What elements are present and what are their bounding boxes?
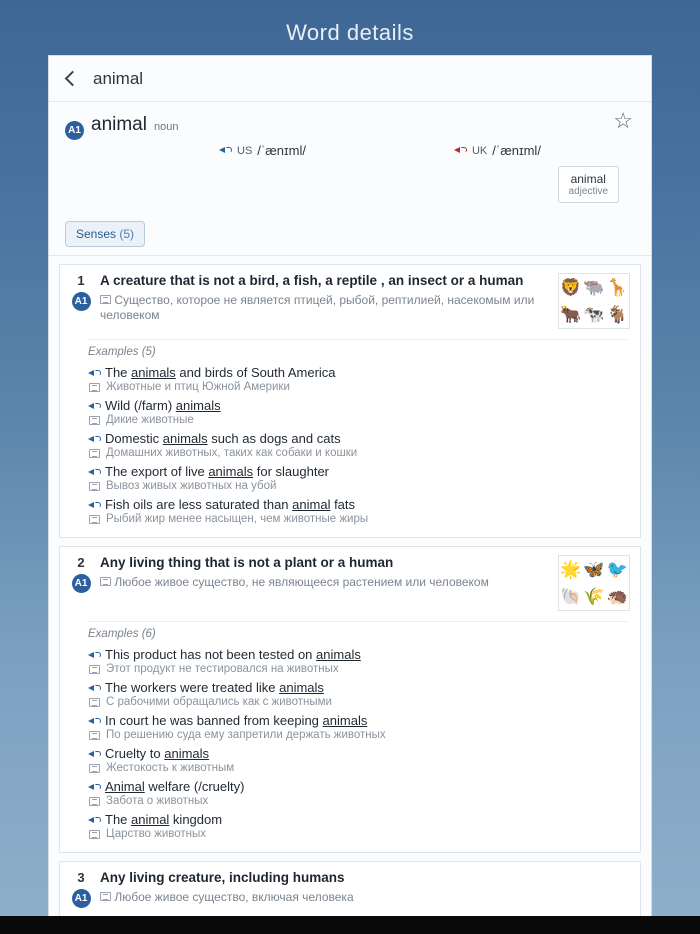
sense-marker [70,273,92,329]
back-icon[interactable] [63,71,79,87]
tab-senses-count: (5) [119,227,135,241]
example-keyword[interactable]: animals [208,464,254,479]
thumb-image: 🐐 [606,305,628,324]
related-word-chip[interactable] [558,166,619,203]
example-item [88,461,628,494]
examples-title [88,339,628,358]
example-text [88,713,628,728]
translation-icon [89,515,100,524]
speaker-icon[interactable] [88,682,99,693]
thumb-image: 🌟 [560,560,582,579]
example-text [88,497,628,512]
sense-number: 3 [77,870,85,885]
examples-section [60,337,640,537]
translation-icon [100,892,111,901]
favorite-star-icon[interactable]: ☆ [613,108,633,133]
example-keyword[interactable]: animals [316,647,361,662]
related-forms [65,158,635,213]
example-text [88,779,628,794]
sense-level-badge: A1 [72,292,91,311]
example-pre: Domestic [105,431,163,446]
example-pre: Fish oils are less saturated than [105,497,293,512]
tab-senses[interactable] [65,221,145,247]
speaker-icon[interactable] [88,649,99,660]
speaker-icon[interactable] [88,400,99,411]
thumb-image: 🐃 [583,278,605,297]
thumb-image: 🐦 [606,560,628,579]
thumb-image: 🐂 [560,305,582,324]
examples-count: (6) [141,628,156,640]
translation-icon [89,764,100,773]
example-keyword[interactable]: animals [322,713,368,728]
pronunciation-uk[interactable] [454,143,541,158]
translation-icon [100,295,111,304]
example-pre: Cruelty to [105,746,165,761]
pronunciation-region-uk: UK [471,144,488,157]
translation-icon [89,449,100,458]
sense-translation [100,575,550,591]
speaker-icon[interactable] [219,144,232,157]
example-pre: In court he was banned from keeping [105,713,323,728]
word-details-card [48,55,652,934]
thumb-image: 🌾 [583,587,605,606]
speaker-icon[interactable] [88,814,99,825]
speaker-icon[interactable] [88,367,99,378]
example-translation [88,480,628,492]
pronunciation-row [65,137,635,158]
example-text [88,680,628,695]
translation-icon [100,577,111,586]
bottom-bar [0,916,700,934]
sense-card[interactable] [59,264,641,538]
example-translation [88,729,628,741]
example-post: kingdom [169,812,223,827]
speaker-icon[interactable] [88,781,99,792]
example-translation [88,696,628,708]
translation-icon [89,416,100,425]
translation-icon [89,698,100,707]
speaker-icon[interactable] [88,715,99,726]
sense-marker [70,870,92,908]
example-translation [88,762,628,774]
speaker-icon[interactable] [88,499,99,510]
example-translation-text: Вывоз живых животных на убой [106,480,277,492]
example-post: welfare (/cruelty) [144,779,245,794]
thumb-image: 🐄 [583,305,605,324]
example-translation-text: Животные и птиц Южной Америки [106,381,290,393]
example-post: such as dogs and cats [207,431,341,446]
example-text [88,647,628,662]
sense-level-badge: A1 [72,889,91,908]
tab-senses-label: Senses [76,227,117,241]
sense-thumbnails[interactable] [558,273,630,329]
example-text [88,464,628,479]
example-translation-text: По решению суда ему запретили держать животных [106,729,386,741]
sense-definition: A creature that is not a bird, a fish, a reptile , an insect or a human [100,273,524,288]
header-word: animal [93,68,144,88]
sense-thumbnails[interactable] [558,555,630,611]
example-pre: Wild (/farm) [105,398,176,413]
example-text [88,365,628,380]
examples-count: (5) [141,346,156,358]
speaker-icon[interactable] [88,466,99,477]
sense-marker [70,555,92,611]
example-item [88,677,628,710]
example-item [88,395,628,428]
example-text [88,398,628,413]
example-keyword[interactable]: animals [164,746,210,761]
thumb-image: 🦁 [560,278,582,297]
page-title: Word details [286,20,414,45]
example-translation [88,447,628,459]
example-translation [88,795,628,807]
sense-definition: Any living creature, including humans [100,870,345,885]
sense-translation-text: Любое живое существо, не являющееся растением или человеком [114,574,489,589]
example-post: and birds of South America [175,365,336,380]
example-translation-text: С рабочими обращались как с животными [106,696,332,708]
example-item [88,362,628,395]
example-keyword[interactable]: animals [162,431,208,446]
speaker-icon[interactable] [88,748,99,759]
translation-icon [89,731,100,740]
related-word-pos: adjective [568,186,608,197]
sense-number: 1 [77,273,85,288]
example-item [88,494,628,527]
speaker-icon[interactable] [88,433,99,444]
thumb-image: 🦔 [606,587,628,606]
examples-label: Examples [88,346,139,358]
translation-icon [89,665,100,674]
sense-header [60,547,640,619]
pronunciation-ipa-uk: /ˈænɪml/ [492,143,541,158]
example-keyword[interactable]: animals [131,365,176,380]
example-item [88,809,628,842]
sense-level-badge: A1 [72,574,91,593]
example-keyword[interactable]: Animal [105,779,145,794]
example-translation-text: Дикие животные [106,414,194,426]
example-pre: The workers were treated like [105,680,280,695]
example-text [88,431,628,446]
example-translation-text: Жестокость к животным [106,762,235,774]
examples-title [88,621,628,640]
thumb-image: 🦋 [583,560,605,579]
sense-definition: Any living thing that is not a plant or a human [100,555,394,570]
example-item [88,710,628,743]
example-pre: The [105,365,132,380]
example-keyword[interactable]: animals [175,398,221,413]
example-translation-text: Этот продукт не тестировался на животных [106,663,339,675]
sense-header [60,862,640,916]
sense-text [100,273,550,329]
pronunciation-us[interactable] [219,143,306,158]
example-item [88,776,628,809]
sense-translation [100,890,630,906]
sense-translation-text: Существо, которое не является птицей, рыбой, рептилией, насекомым или человеком [100,292,535,323]
thumb-image: 🦒 [606,278,628,297]
related-word: animal [570,172,606,186]
examples-section [60,619,640,852]
entry-headword-row [65,114,635,137]
example-translation-text: Царство животных [106,828,207,840]
translation-icon [89,797,100,806]
pronunciation-region-us: US [237,144,253,157]
translation-icon [89,383,100,392]
example-translation-text: Забота о животных [106,795,209,807]
sense-text [100,870,630,908]
example-keyword[interactable]: animal [131,812,170,827]
example-translation [88,828,628,840]
sense-number: 2 [77,555,85,570]
example-translation [88,513,628,525]
sense-text [100,555,550,611]
card-header [49,56,651,102]
example-post: for slaughter [253,464,329,479]
example-translation [88,414,628,426]
example-pre: The [105,812,132,827]
example-post: fats [330,497,356,512]
senses-tab-bar [49,217,651,256]
entry-word: animal [91,114,147,135]
sense-translation [100,293,550,324]
example-item [88,428,628,461]
sense-header [60,265,640,337]
speaker-icon[interactable] [454,144,467,157]
example-item [88,743,628,776]
sense-translation-text: Любое живое существо, включая человека [114,889,354,904]
translation-icon [89,830,100,839]
example-pre: This product has not been tested on [105,647,317,662]
pronunciation-ipa-us: /ˈænɪml/ [257,143,306,158]
example-text [88,812,628,827]
translation-icon [89,482,100,491]
example-translation-text: Рыбий жир менее насыщен, чем животные жиры [106,513,369,525]
entry-block [49,102,651,217]
sense-card[interactable] [59,546,641,853]
example-keyword[interactable]: animals [279,680,324,695]
thumb-image: 🐚 [560,587,582,606]
example-pre: The export of live [105,464,209,479]
example-text [88,746,628,761]
examples-label: Examples [88,628,139,640]
level-badge: A1 [65,121,84,140]
example-translation [88,663,628,675]
entry-part-of-speech: noun [153,121,179,133]
example-translation-text: Домашних животных, таких как собаки и кошки [106,447,358,459]
example-item [88,644,628,677]
example-keyword[interactable]: animal [292,497,331,512]
example-translation [88,381,628,393]
